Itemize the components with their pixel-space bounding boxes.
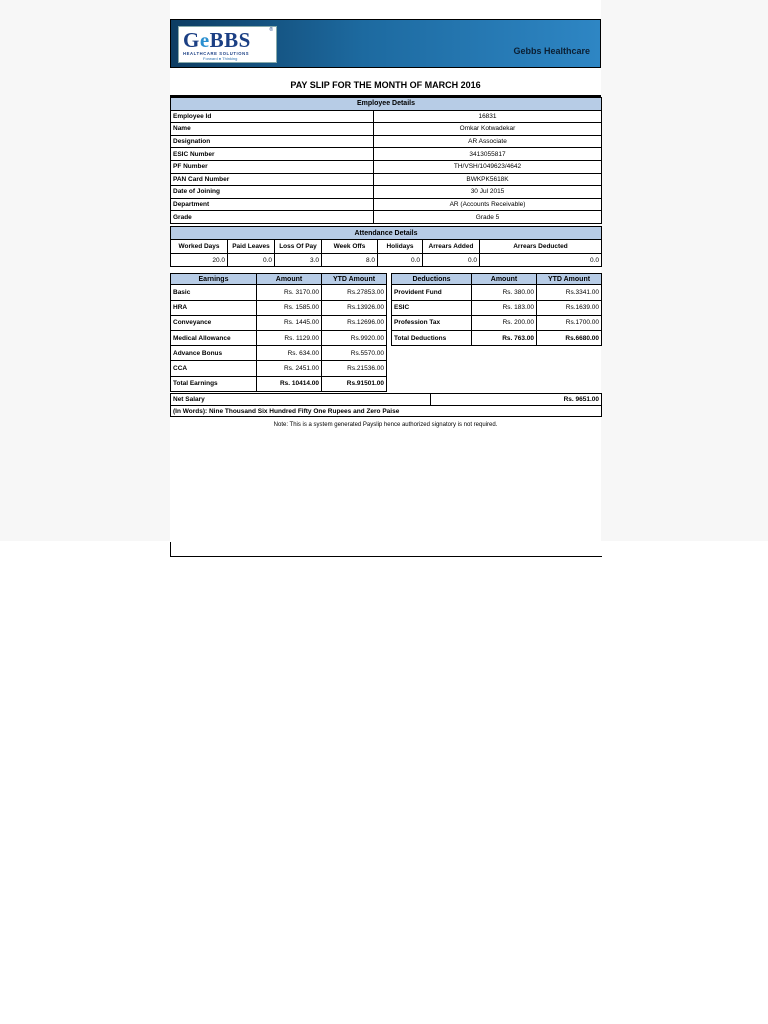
employee-label: Department (171, 198, 374, 211)
employee-details-table (170, 97, 602, 224)
net-salary-amount: Rs. 9651.00 (431, 394, 602, 406)
attendance-table (170, 226, 602, 268)
deductions-row (392, 315, 602, 330)
deduction-amount: Rs. 183.00 (472, 300, 537, 315)
attendance-value: 3.0 (275, 253, 322, 267)
system-note: Note: This is a system generated Payslip hence authorized signatory is not required. (273, 422, 498, 429)
employee-label: PF Number (171, 160, 374, 173)
net-salary-row (171, 394, 602, 406)
deduction-name: Provident Fund (392, 285, 472, 300)
employee-label: Designation (171, 135, 374, 148)
employee-value: AR (Accounts Receivable) (374, 198, 602, 211)
attendance-value: 0.0 (480, 253, 602, 267)
employee-label: ESIC Number (171, 148, 374, 161)
attendance-header: Arrears Deducted (480, 240, 602, 254)
deductions-header-row (392, 274, 602, 285)
page-title: PAY SLIP FOR THE MONTH OF MARCH 2016 (170, 68, 601, 97)
employee-row-designation (171, 135, 602, 148)
earning-amount: Rs. 634.00 (257, 346, 322, 361)
net-salary-table (170, 393, 602, 417)
attendance-section-title: Attendance Details (171, 226, 602, 240)
earnings-deductions-section (170, 273, 601, 393)
total-earnings-label: Total Earnings (171, 376, 257, 391)
earning-amount: Rs. 1445.00 (257, 315, 322, 330)
employee-row-pan (171, 173, 602, 186)
employee-section-title: Employee Details (171, 98, 602, 111)
employee-row-grade (171, 211, 602, 224)
attendance-header: Week Offs (322, 240, 378, 254)
employee-label: Grade (171, 211, 374, 224)
employee-value: 3413055817 (374, 148, 602, 161)
employee-row-doj (171, 186, 602, 199)
earning-ytd: Rs.27853.00 (322, 285, 387, 300)
employee-value: Grade 5 (374, 211, 602, 224)
earning-amount: Rs. 1129.00 (257, 331, 322, 346)
earnings-row (171, 331, 387, 346)
employee-value: Omkar Kotwadekar (374, 123, 602, 136)
deductions-row (392, 285, 602, 300)
deduction-ytd: Rs.1639.00 (537, 300, 602, 315)
earning-ytd: Rs.13926.00 (322, 300, 387, 315)
employee-row-esic (171, 148, 602, 161)
earning-amount: Rs. 3170.00 (257, 285, 322, 300)
employee-label: Employee Id (171, 110, 374, 123)
deduction-ytd: Rs.1700.00 (537, 315, 602, 330)
earning-name: Medical Allowance (171, 331, 257, 346)
company-name: Gebbs Healthcare (513, 46, 590, 56)
earnings-table (170, 273, 387, 391)
employee-value: AR Associate (374, 135, 602, 148)
earnings-header: Earnings (171, 274, 257, 285)
deduction-name: ESIC (392, 300, 472, 315)
pay-slip (170, 19, 601, 428)
slip-header (170, 19, 601, 68)
company-logo: GeBBS ® HEALTHCARE SOLUTIONS Forward ● Thinking (178, 26, 277, 63)
earning-name: HRA (171, 300, 257, 315)
earnings-row (171, 315, 387, 330)
attendance-header-row (171, 240, 602, 254)
total-deductions-amount: Rs. 763.00 (472, 331, 537, 346)
amount-in-words-row (171, 405, 602, 417)
employee-label: Name (171, 123, 374, 136)
earning-ytd: Rs.5570.00 (322, 346, 387, 361)
total-deductions-label: Total Deductions (392, 331, 472, 346)
attendance-header: Worked Days (171, 240, 228, 254)
earnings-header: Amount (257, 274, 322, 285)
deduction-amount: Rs. 200.00 (472, 315, 537, 330)
deduction-name: Profession Tax (392, 315, 472, 330)
deductions-header: YTD Amount (537, 274, 602, 285)
employee-value: TH/VSH/1049623/4642 (374, 160, 602, 173)
employee-row-name (171, 123, 602, 136)
earning-ytd: Rs.12696.00 (322, 315, 387, 330)
earning-amount: Rs. 2451.00 (257, 361, 322, 376)
earnings-row (171, 300, 387, 315)
employee-value: BWKPK5618K (374, 173, 602, 186)
total-deductions-ytd: Rs.6680.00 (537, 331, 602, 346)
earnings-total-row (171, 376, 387, 391)
net-salary-label: Net Salary (171, 394, 431, 406)
deduction-ytd: Rs.3341.00 (537, 285, 602, 300)
earnings-header-row (171, 274, 387, 285)
page-break-line (170, 542, 602, 557)
earnings-row (171, 285, 387, 300)
attendance-value: 0.0 (423, 253, 480, 267)
earning-amount: Rs. 1585.00 (257, 300, 322, 315)
attendance-header: Paid Leaves (228, 240, 275, 254)
deduction-amount: Rs. 380.00 (472, 285, 537, 300)
employee-label: Date of Joining (171, 186, 374, 199)
deductions-total-row (392, 331, 602, 346)
attendance-header: Holidays (378, 240, 423, 254)
deductions-header: Amount (472, 274, 537, 285)
earning-name: Conveyance (171, 315, 257, 330)
earnings-row (171, 361, 387, 376)
employee-row-pf (171, 160, 602, 173)
deductions-header: Deductions (392, 274, 472, 285)
amount-in-words: (In Words): Nine Thousand Six Hundred Fifty One Rupees and Zero Paise (171, 405, 602, 417)
earning-name: CCA (171, 361, 257, 376)
employee-label: PAN Card Number (171, 173, 374, 186)
attendance-value: 8.0 (322, 253, 378, 267)
earnings-header: YTD Amount (322, 274, 387, 285)
total-earnings-ytd: Rs.91501.00 (322, 376, 387, 391)
attendance-value-row (171, 253, 602, 267)
deductions-row (392, 300, 602, 315)
attendance-value: 0.0 (228, 253, 275, 267)
attendance-header: Loss Of Pay (275, 240, 322, 254)
earning-ytd: Rs.21536.00 (322, 361, 387, 376)
attendance-header: Arrears Added (423, 240, 480, 254)
earning-name: Basic (171, 285, 257, 300)
attendance-value: 20.0 (171, 253, 228, 267)
deductions-table (391, 273, 602, 346)
earning-name: Advance Bonus (171, 346, 257, 361)
earning-ytd: Rs.9920.00 (322, 331, 387, 346)
employee-value: 16831 (374, 110, 602, 123)
attendance-value: 0.0 (378, 253, 423, 267)
earnings-row (171, 346, 387, 361)
employee-value: 30 Jul 2015 (374, 186, 602, 199)
total-earnings-amount: Rs. 10414.00 (257, 376, 322, 391)
employee-row-id (171, 110, 602, 123)
employee-row-department (171, 198, 602, 211)
